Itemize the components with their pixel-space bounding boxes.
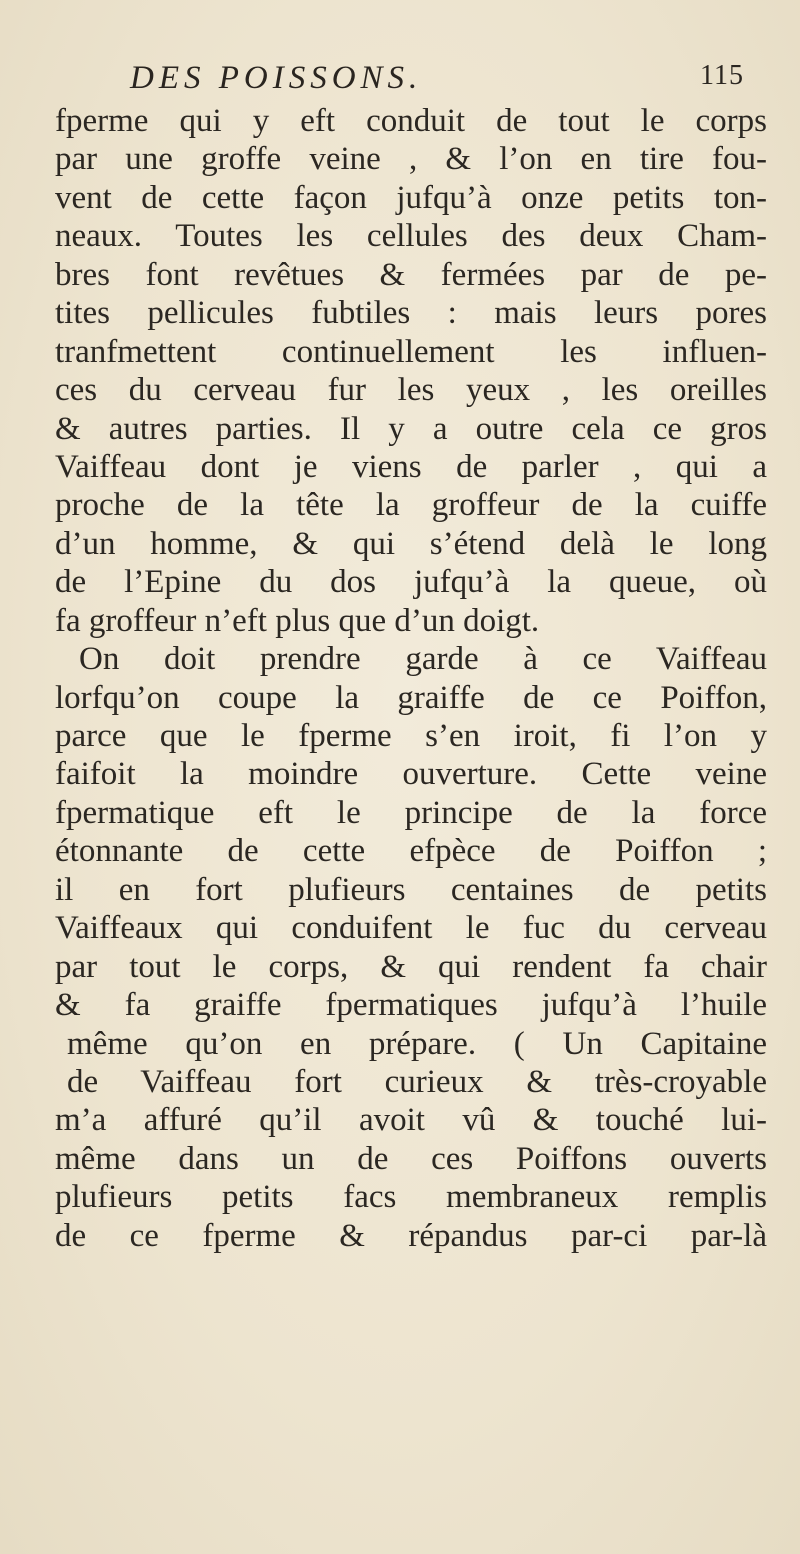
- text-line: lorfqu’on coupe la graiffe de ce Poiffon,: [55, 679, 767, 716]
- page-number: 115: [700, 60, 744, 91]
- body-text: [55, 102, 767, 1255]
- text-line: proche de la tête la groffeur de la cuiffe: [55, 487, 767, 524]
- text-line: parce que le fperme s’en iroit, fi l’on y: [55, 718, 767, 754]
- text-line: & fa graiffe fpermatiques jufqu’à l’huile: [55, 987, 767, 1024]
- running-head: DES POISSONS.: [130, 60, 423, 96]
- text-line: de l’Epine du dos jufqu’à la queue, où: [55, 564, 767, 601]
- text-line: neaux. Toutes les cellules des deux Cham-: [55, 218, 767, 255]
- text-line: tites pellicules fubtiles : mais leurs pores: [55, 295, 767, 332]
- text-line: fperme qui y eft conduit de tout le corps: [55, 103, 767, 139]
- text-line: vent de cette façon jufqu’à onze petits ton-: [55, 179, 767, 216]
- text-line: par une groffe veine , & l’on en tire fou-: [55, 141, 767, 178]
- text-line: fpermatique eft le principe de la force: [55, 794, 767, 831]
- text-line: par tout le corps, & qui rendent fa chair: [55, 948, 767, 985]
- text-line: étonnante de cette efpèce de Poiffon ;: [55, 833, 767, 870]
- text-line: de Vaiffeau fort curieux & très-croyable: [67, 1063, 767, 1100]
- text-line: fa groffeur n’eft plus que d’un doigt.: [55, 602, 540, 639]
- text-line: faifoit la moindre ouverture. Cette veine: [55, 756, 767, 793]
- text-line: m’a affuré qu’il avoit vû & touché lui-: [55, 1102, 767, 1139]
- text-line: même qu’on en prépare. ( Un Capitaine: [67, 1025, 767, 1062]
- text-line: même dans un de ces Poiffons ouverts: [55, 1140, 767, 1177]
- text-line: de ce fperme & répandus par-ci par-là: [55, 1217, 767, 1254]
- text-line: plufieurs petits facs membraneux remplis: [55, 1179, 767, 1216]
- text-line: d’un homme, & qui s’étend delà le long: [55, 525, 767, 562]
- text-line: Vaiffeaux qui conduifent le fuc du cerveau: [55, 910, 767, 947]
- text-line: tranfmettent continuellement les influen-: [55, 333, 767, 370]
- text-line: Vaiffeau dont je viens de parler , qui a: [55, 448, 767, 485]
- text-line: ces du cerveau fur les yeux , les oreilles: [55, 372, 767, 409]
- text-line: & autres parties. Il y a outre cela ce gros: [55, 410, 767, 447]
- text-line: il en fort plufieurs centaines de petits: [55, 871, 767, 908]
- text-line: bres font revêtues & fermées par de pe-: [55, 256, 767, 293]
- paragraph-start-line: On doit prendre garde à ce Vaiffeau: [79, 641, 767, 678]
